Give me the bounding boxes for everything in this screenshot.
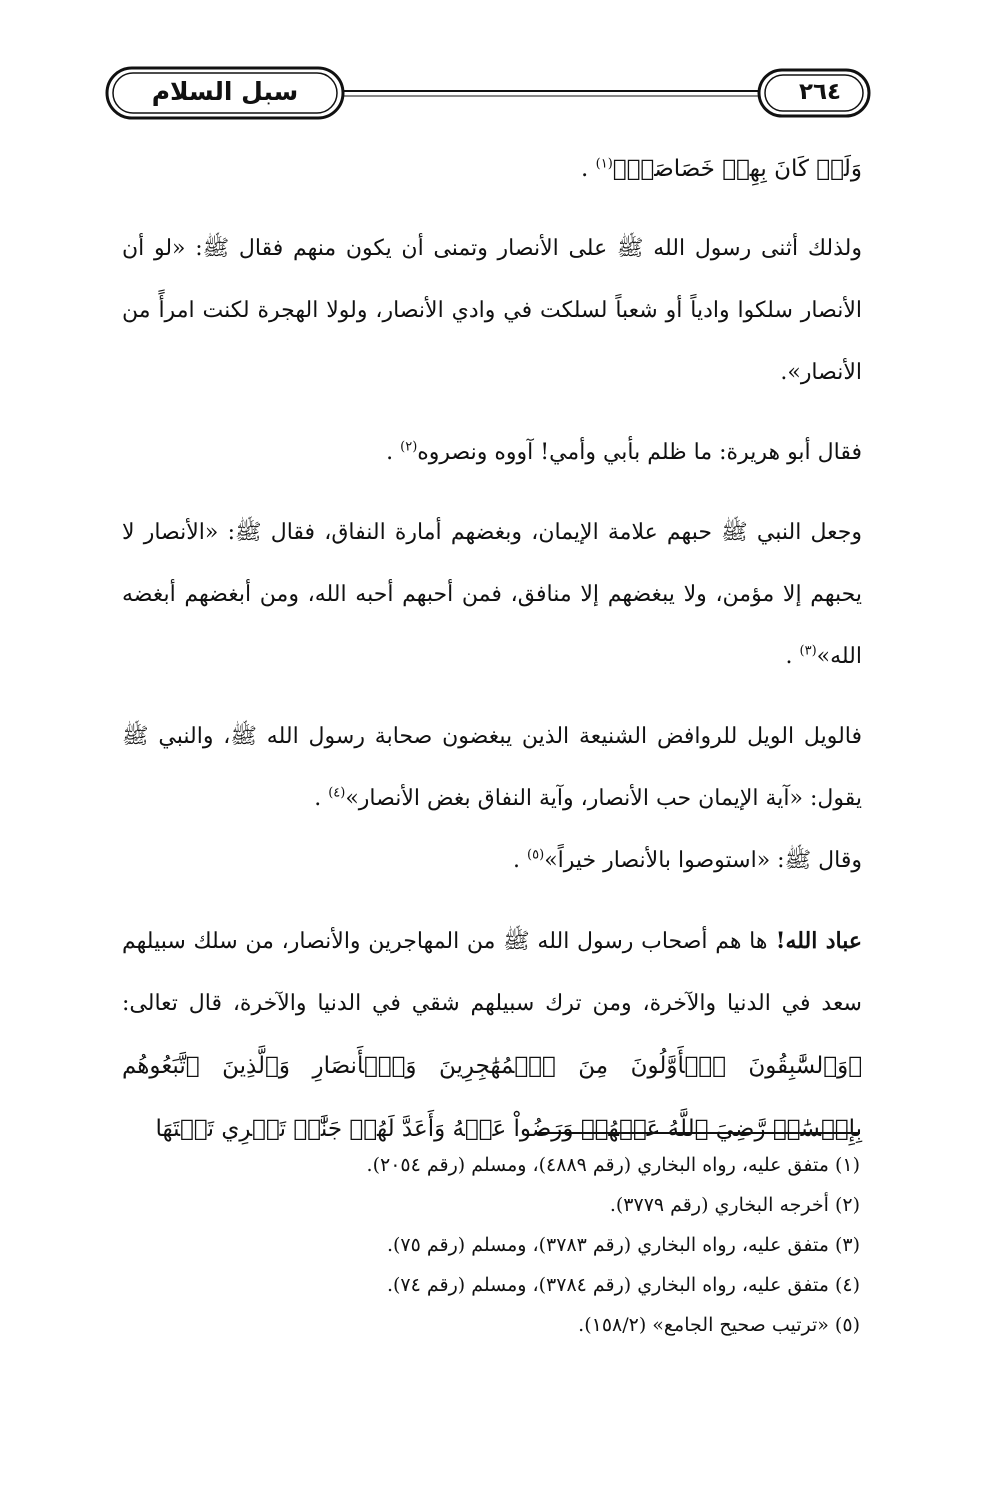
- footnote-5: (٥) «ترتيب صحيح الجامع» (١٥٨/٢).: [578, 1314, 860, 1336]
- paragraph-5-text: وقال ﷺ: «استوصوا بالأنصار خيراً»: [544, 848, 862, 873]
- paragraph-3: [122, 502, 862, 688]
- footnote-ref-4: (٤): [328, 785, 346, 801]
- footnote-ref-5: (٥): [527, 847, 545, 863]
- paragraph-5: [122, 830, 862, 892]
- footnote-1: (١) متفق عليه، رواه البخاري (رقم ٤٨٨٩)، ومسلم (رقم ٢٠٥٤).: [366, 1154, 860, 1176]
- quran-verse: ﴿وَٱلسَّٰبِقُونَ ٱلۡأَوَّلُونَ مِنَ ٱلۡمُهَٰجِرِينَ وَٱلۡأَنصَارِ وَٱلَّذِينَ ٱتَّبَعُوهُم بِإِحۡسَٰنٖ رَّضِيَ ٱللَّهُ عَنۡهُمۡ وَرَضُواْ عَنۡهُ وَأَعَدَّ لَهُمۡ جَنَّٰتٖ تَجۡرِي تَحۡتَهَا: [122, 1053, 862, 1142]
- footnote-ref-3: (٣): [799, 643, 817, 659]
- paragraph-6: [122, 910, 862, 1161]
- paragraph-4-end: .: [314, 786, 329, 811]
- paragraph-2-end: .: [386, 440, 401, 465]
- footnote-ref-2: (٢): [400, 439, 418, 455]
- paragraph-3-end: .: [785, 644, 800, 669]
- verse-tail-text: وَلَوۡ كَانَ بِهِمۡ خَصَاصَةٞ﴾: [612, 156, 862, 182]
- paragraph-1: ولذلك أثنى رسول الله ﷺ على الأنصار وتمنى أن يكون منهم فقال ﷺ: «لو أن الأنصار سلكوا وادياً أو شعباً لسلكت في وادي الأنصار، ولولا الهجرة لكنت امرأً من الأنصار».: [122, 236, 862, 385]
- footnote-separator: [537, 1132, 860, 1134]
- verse-tail-end: .: [581, 156, 596, 182]
- paragraph-3-text: وجعل النبي ﷺ حبهم علامة الإيمان، وبغضهم أمارة النفاق، فقال ﷺ: «الأنصار لا يحبهم إلا مؤمن، ولا يبغضهم إلا منافق، فمن أحبهم أحبه الله، ومن أبغضهم أبغضه الله»: [122, 520, 862, 669]
- paragraph-5-end: .: [513, 848, 528, 873]
- page-header: [95, 58, 875, 128]
- footnote-3: (٣) متفق عليه، رواه البخاري (رقم ٣٧٨٣)، ومسلم (رقم ٧٥).: [386, 1234, 860, 1256]
- book-title: سبل السلام: [151, 77, 299, 106]
- paragraph-2: [122, 422, 862, 484]
- main-text: [122, 138, 862, 1161]
- page-number: ٢٦٤: [798, 79, 842, 105]
- footnotes: [250, 1145, 860, 1345]
- paragraph-2-text: فقال أبو هريرة: ما ظلم بأبي وأمي! آووه ونصروه: [417, 440, 862, 465]
- footnote-ref-1: (١): [595, 156, 613, 172]
- paragraph-6-text: ها هم أصحاب رسول الله ﷺ من المهاجرين والأنصار، من سلك سبيلهم سعد في الدنيا والآخرة، ومن ترك سبيلهم شقي في الدنيا والآخرة، قال تعالى:: [122, 929, 862, 1016]
- footnote-2: (٢) أخرجه البخاري (رقم ٣٧٧٩).: [609, 1194, 860, 1216]
- address-phrase: عباد الله!: [767, 928, 862, 954]
- verse-tail: [122, 138, 862, 200]
- paragraph-4-text: فالويل الويل للروافض الشنيعة الذين يبغضون صحابة رسول الله ﷺ، والنبي ﷺ يقول: «آية الإيمان حب الأنصار، وآية النفاق بغض الأنصار»: [122, 724, 862, 811]
- paragraph-4: [122, 706, 862, 830]
- footnote-4: (٤) متفق عليه، رواه البخاري (رقم ٣٧٨٤)، ومسلم (رقم ٧٤).: [386, 1274, 860, 1296]
